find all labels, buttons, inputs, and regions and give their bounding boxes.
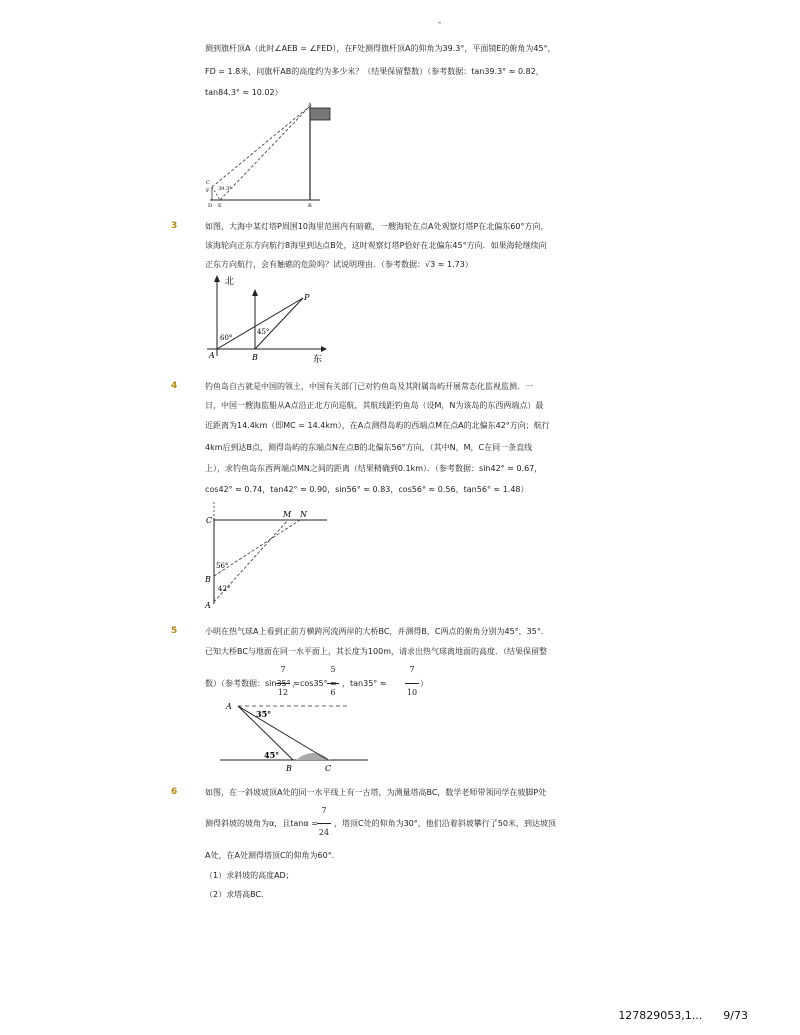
problem5-line3-a: 数）（参考数据：sin35° ≈ [205, 679, 300, 688]
east-label: 东 [313, 355, 323, 365]
frac3-denominator: 10 [406, 688, 418, 697]
label-d: D [208, 203, 213, 209]
problem2-line3: tan84.3° ≈ 10.02） [205, 88, 283, 97]
line-ac [238, 706, 328, 760]
label-a: A [308, 102, 312, 108]
problem2-diagram [200, 100, 350, 210]
problem5-line3-b: ，cos35° ≈ [292, 679, 337, 688]
label-a: A [226, 702, 232, 711]
doc-id: 127829053,1... [618, 1009, 703, 1022]
top-mark: - [438, 18, 442, 28]
problem6-line4: （1）求斜坡的高度AD； [205, 871, 294, 880]
angle-45: 45° [264, 750, 280, 760]
problem2-line2: FD = 1.8米，问旗杆AB的高度约为多少米？（结果保留整数）（参考数据：tan39.3° ≈ 0.82， [205, 67, 544, 76]
problem6-line5: （2）求塔高BC． [205, 890, 270, 899]
angle-42: 42° [218, 585, 231, 593]
problem4-line2: 日，中国一艘海监船从A点沿正北方向巡航，其航线距钓鱼岛（设M，N为该岛的东西两端点）最 [205, 401, 544, 410]
problem5-number: 5 [171, 626, 178, 636]
angle-56: 56° [216, 562, 229, 570]
bridge-fill [296, 753, 330, 760]
problem6-line2-a: 测得斜坡的坡角为α，且tanα = [205, 819, 318, 828]
label-n: N [300, 510, 307, 519]
north-arrow-a [214, 275, 220, 282]
label-f: F [206, 188, 210, 194]
problem5-line3-c: ，tan35° ≈ [342, 679, 387, 688]
angle-label: 39.3° [218, 186, 232, 192]
frac3-numerator: 7 [409, 665, 415, 674]
line-bp [255, 298, 303, 349]
page-number: 9/73 [723, 1009, 748, 1022]
problem5-diagram [218, 698, 378, 778]
problem3-line2: 该海轮向正东方向航行8海里到达点B处，这时观察灯塔P恰好在北偏东45°方向．如果海轮继续向 [205, 241, 547, 250]
frac-denominator: 24 [318, 828, 330, 837]
problem5-line1: 小明在热气球A上看到正前方横跨河流两岸的大桥BC，并测得B，C两点的俯角分别为45°，35°． [205, 627, 549, 636]
label-c: C [325, 764, 332, 773]
page-footer [618, 1009, 748, 1022]
north-label: 北 [225, 277, 235, 287]
problem4-line6: cos42° ≈ 0.74，tan42° ≈ 0.90，sin56° ≈ 0.83，cos56° ≈ 0.56，tan56° ≈ 1.48） [205, 485, 529, 494]
problem4-line3: 近距离为14.4km（即MC = 14.4km），在A点测得岛屿的西端点M在点A的北偏东42°方向；航行 [205, 421, 550, 430]
problem6-line1: 如图，在一斜坡坡顶A处的同一水平线上有一古塔，为测量塔高BC，数学老师带领同学在坡脚P处 [205, 788, 547, 797]
angle-35: 35° [256, 709, 272, 719]
problem5-line2: 已知大桥BC与地面在同一水平面上，其长度为100m，请求出热气球离地面的高度．（结果保留整 [205, 647, 547, 656]
angle-60: 60° [220, 334, 233, 342]
problem4-line5: 上），求钓鱼岛东西两端点MN之间的距离（结果精确到0.1km）．（参考数据：sin42° ≈ 0.67， [205, 464, 543, 473]
problem6-number: 6 [171, 787, 178, 797]
frac-bar [317, 823, 331, 824]
problem4-line1: 钓鱼岛自古就是中国的领土，中国有关部门已对钓鱼岛及其附属岛屿开展常态化监视监测．一 [205, 382, 533, 391]
frac-numerator: 7 [321, 806, 327, 815]
north-arrow-b [252, 289, 258, 296]
problem6-line2-b: ，塔顶C处的仰角为30°，他们沿着斜坡攀行了50米，到达坡顶 [334, 819, 556, 828]
frac1-denominator: 12 [277, 688, 289, 697]
frac1-numerator: 7 [280, 665, 286, 674]
label-a: A [205, 601, 211, 610]
label-c: C [206, 180, 210, 186]
label-c: C [206, 516, 213, 525]
frac3-bar [405, 683, 419, 684]
sight-line-1 [220, 106, 310, 200]
label-b: B [252, 353, 258, 362]
problem5-line3-d: ） [420, 679, 428, 688]
east-arrow [321, 346, 327, 352]
sight-line-2 [212, 106, 310, 187]
problem4-line4: 4km后到达B点，测得岛屿的东端点N在点B的北偏东56°方向，（其中N，M，C在同一条直线 [205, 443, 533, 452]
frac2-numerator: 5 [330, 665, 336, 674]
problem4-diagram [202, 500, 332, 615]
problem3-line3: 正东方向航行，会有触礁的危险吗？试说明理由．（参考数据：√3 ≈ 1.73） [205, 260, 473, 269]
label-a: A [209, 351, 215, 360]
problem6-line3: A处，在A处测得塔顶C的仰角为60°． [205, 851, 340, 860]
label-p: P [304, 293, 310, 302]
angle-45: 45° [257, 328, 270, 336]
label-b: B [308, 203, 312, 209]
problem3-diagram [203, 272, 333, 367]
label-m: M [283, 510, 292, 519]
flag [310, 108, 330, 120]
label-e: E [218, 203, 222, 209]
label-b: B [205, 575, 211, 584]
label-b: B [286, 764, 292, 773]
frac2-denominator: 6 [330, 688, 336, 697]
problem4-number: 4 [171, 381, 178, 391]
problem3-number: 3 [171, 221, 178, 231]
problem2-line1: 测到旗杆顶A（此时∠AEB = ∠FED），在F处测得旗杆顶A的仰角为39.3°，平面镜E的俯角为45°， [205, 44, 556, 53]
problem3-line1: 如图，大海中某灯塔P周围10海里范围内有暗礁，一艘海轮在点A处观察灯塔P在北偏东60°方向， [205, 222, 549, 231]
